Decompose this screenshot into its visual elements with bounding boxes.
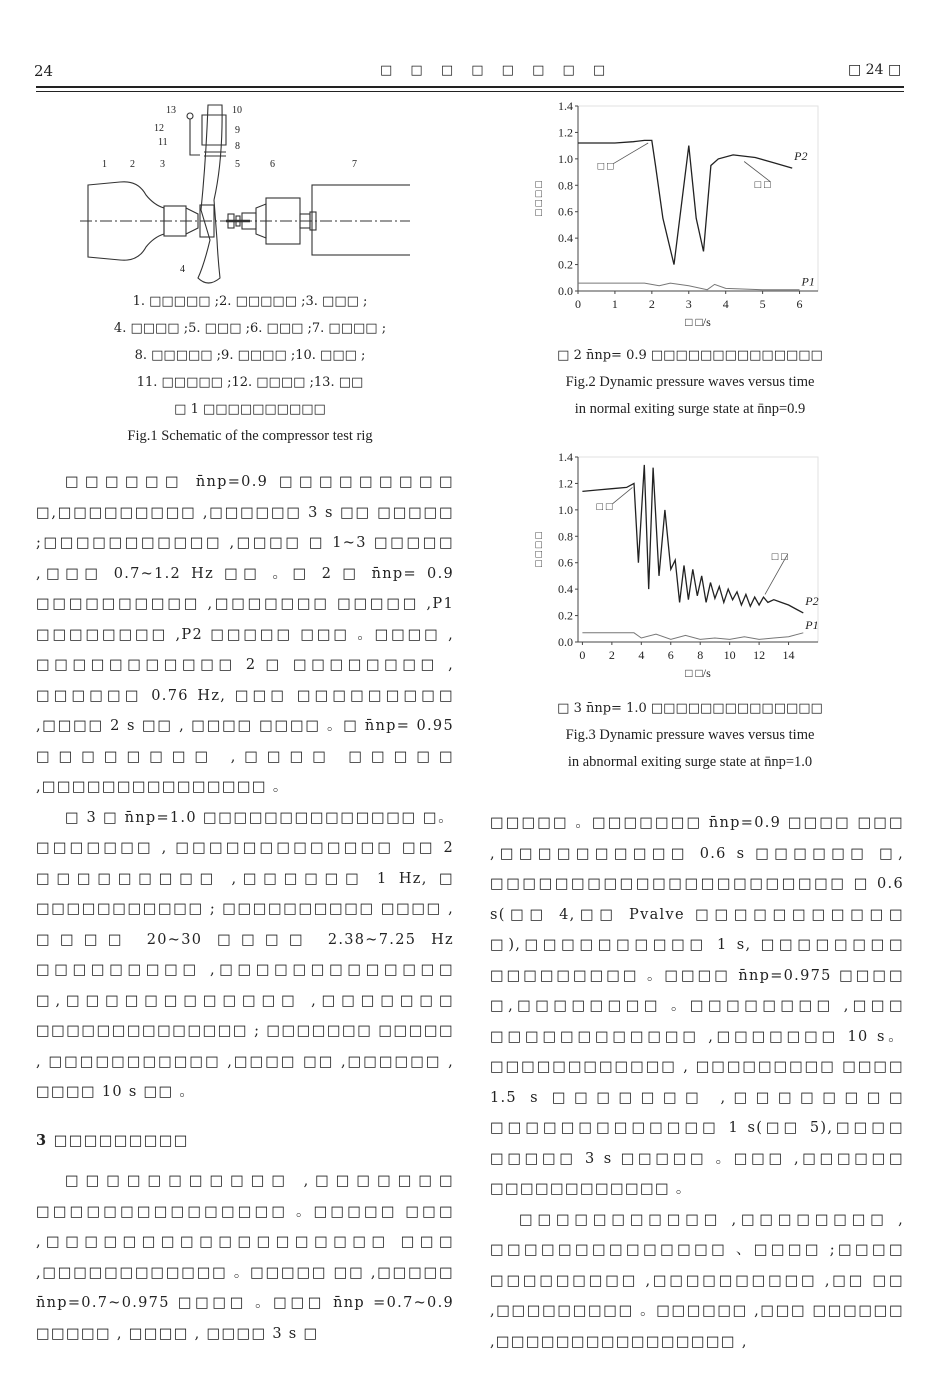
paragraph: □□□□□□□□□□□ ,□□□□□□□□ , □□□□□□□□□□□□□□ 、□□□□ ;□□□□ □□□□□□□□□ ,□□□□□□□□□□ ,□□ □□ ,□□□□□□□□□ 。□□□□□□ ,□□□ □□□□□□ ,□□□□□□□□□□□□□□□□ ,: [490, 1211, 904, 1350]
x-tick-label: 2: [648, 297, 655, 311]
x-tick-label: 5: [759, 297, 766, 311]
y-tick-label: 0.6: [558, 204, 573, 219]
volume-label: □ 24 □: [848, 62, 902, 78]
fig1-label-10: 10: [232, 105, 242, 116]
fig1-legend-line: 11. □□□□□ ;12. □□□□ ;13. □□: [136, 375, 364, 390]
x-tick-label: 12: [753, 648, 766, 662]
y-axis-label: □ □ □ □: [533, 532, 545, 567]
series-label-p2: P2: [794, 149, 808, 164]
x-tick-label: 0: [575, 297, 581, 311]
fig3-caption: [520, 695, 860, 776]
left-column: [36, 467, 454, 1349]
plot-area: [578, 106, 818, 291]
paragraph: □ 3 □ n̄np=1.0 □□□□□□□□□□□□□□ □。□□□□□□□ , □□□□□□□□□□□□□ □□ 2 □□□□□□□□□ ,□□□□□□ 1 Hz, □ □□□□□□□□□□□ ; □□□□□□□□□□ □□□□ , □□□□ 20~30 □□□□ 2.38~7.25 Hz □□□□□□□□□ ,□□□□□□□□□□□□□ □,□□□□□□□□□□□□ ,□□□□□□□ □□□□□□□□□□□□□□ ; □□□□□□□ □□□□□ , □□□□□□□□□□□ ,□□□□ □□ ,□□□□□□ , □□□□ 10 s □□ 。: [36, 809, 454, 1100]
fig1-label-6: 6: [270, 159, 275, 170]
series-label-p1: P1: [801, 274, 815, 289]
paragraph: □□□□□ 。□□□□□□□ n̄np=0.9 □□□□ □□□ ,□□□□□□□□□□ 0.6 s □□□□□□ □, □□□□□□□□□□□□□□□□□□□□□□ □ 0.6 s(□□ 4,□□ Pvalve □□□□□□□□□□□ □),□□□□□□□□□□ 1 s, □□□□□□□□ □□□□□□□□□ 。□□□□ n̄np=0.975 □□□□ □,□□□□□□□□ 。□□□□□□□□ ,□□□ □□□□□□□□□□□□ ,□□□□□□□ 10 s。 □□□□□□□□□□□□ , □□□□□□□□□ □□□□ 1.5 s □□□□□□□ ,□□□□□□□□ □□□□□□□□□□□□□ 1 s(□□ 5),□□□□ □□□□□ 3 s □□□□□ 。□□□ ,□□□□□□ □□□□□□□□□□□□ 。: [490, 815, 904, 1197]
annotation-label: □ □: [754, 178, 771, 191]
y-axis-label: □ □ □ □: [533, 181, 545, 216]
x-tick-label: 0: [579, 648, 586, 662]
fig1-label-2: 2: [130, 159, 135, 170]
section-heading: 3 □□□□□□□□□: [36, 1131, 189, 1149]
fig1-legend: [40, 288, 460, 450]
y-tick-label: 0.4: [558, 231, 573, 246]
y-tick-label: 0.2: [558, 608, 573, 623]
fig1-label-11: 11: [158, 137, 168, 148]
y-tick-label: 1.2: [558, 125, 573, 140]
series-label-p2: P2: [805, 593, 819, 608]
x-tick-label: 14: [782, 648, 795, 662]
fig1-legend-line: 1. □□□□□ ;2. □□□□□ ;3. □□□ ;: [132, 294, 368, 309]
y-tick-label: 1.2: [558, 476, 573, 491]
fig1-label-12: 12: [154, 123, 164, 134]
y-tick-label: 0.8: [558, 178, 573, 193]
annotation-label: □ □: [597, 160, 614, 173]
x-axis-label: □ □/s: [685, 666, 711, 680]
y-tick-label: 0.8: [558, 529, 573, 544]
fig1-caption-en: Fig.1 Schematic of the compressor test rig: [127, 428, 373, 444]
y-tick-label: 1.0: [558, 502, 573, 517]
x-tick-label: 1: [611, 297, 618, 311]
fig1-label-5: 5: [235, 159, 240, 170]
x-tick-label: 6: [796, 297, 803, 311]
y-tick-label: 0.6: [558, 555, 573, 570]
y-tick-label: 0.4: [558, 582, 573, 597]
x-tick-label: 6: [667, 648, 674, 662]
fig1-label-13: 13: [166, 105, 176, 116]
plot-area: [578, 457, 818, 642]
fig2-caption-en-1: Fig.2 Dynamic pressure waves versus time: [565, 374, 815, 390]
y-tick-label: 0.2: [558, 257, 573, 272]
x-tick-label: 2: [608, 648, 615, 662]
fig3-caption-cn: □ 3 n̄np= 1.0 □□□□□□□□□□□□□□: [557, 701, 823, 716]
y-tick-label: 1.4: [558, 99, 573, 113]
x-tick-label: 4: [638, 648, 645, 662]
y-tick-label: 0.0: [558, 635, 573, 649]
page-number: 24: [34, 62, 54, 80]
fig1-caption-cn: □ 1 □□□□□□□□□□: [174, 402, 326, 417]
fig1-label-7: 7: [352, 159, 357, 170]
x-tick-label: 3: [685, 297, 692, 311]
fig2-caption-cn: □ 2 n̄np= 0.9 □□□□□□□□□□□□□□: [557, 348, 823, 363]
series-label-p1: P1: [805, 617, 819, 632]
fig2-caption-en-2: in normal exiting surge state at n̄np=0.9: [574, 401, 806, 417]
x-tick-label: 10: [723, 648, 736, 662]
fig3-caption-en-1: Fig.3 Dynamic pressure waves versus time: [565, 727, 815, 743]
fig1-legend-line: 8. □□□□□ ;9. □□□□ ;10. □□□ ;: [134, 348, 366, 363]
x-tick-label: 8: [697, 648, 704, 662]
fig1-legend-line: 4. □□□□ ;5. □□□ ;6. □□□ ;7. □□□□ ;: [113, 321, 387, 336]
y-tick-label: 1.0: [558, 151, 573, 166]
annotation-label: □ □: [596, 500, 613, 513]
fig2-chart: [530, 96, 830, 336]
fig1-schematic: [80, 100, 410, 285]
x-axis-label: □ □/s: [685, 315, 711, 329]
paragraph: □□□□□□□□□□□ ,□□□□□□□ □□□□□□□□□□□□□□□ 。□□□□□ □□□ ,□□□□□□□□□□□□□□□□□□ □□□ ,□□□□□□□□□□□□ 。□□□□□ □□ ,□□□□□ n̄np=0.7~0.975 □□□□ 。□□□ n̄np =0.7~0.9 □□□□□ , □□□□ , □□□□ 3 s □: [36, 1173, 454, 1342]
x-tick-label: 4: [722, 297, 729, 311]
annotation-label: □ □: [771, 551, 788, 564]
journal-title: □ □ □ □ □ □ □ □: [380, 63, 613, 78]
fig2-caption: [520, 342, 860, 423]
y-tick-label: 1.4: [558, 450, 573, 464]
fig1-label-4: 4: [180, 264, 185, 275]
paragraph: □□□□□□ n̄np=0.9 □□□□□□□□□ □,□□□□□□□□□ ,□□□□□□ 3 s □□ □□□□□ ;□□□□□□□□□□□ ,□□□□ □ 1~3 □□□□□ ,□□□ 0.7~1.2 Hz □□ 。□ 2 □ n̄np= 0.9 □□□□□□□□□□ ,□□□□□□□ □□□□□ ,P1 □□□□□□□□ ,P2 □□□□□ □□□ 。□□□□ , □□□□□□□□□□□ 2 □ □□□□□□□□ , □□□□□□ 0.76 Hz, □□□ □□□□□□□□□ ,□□□□ 2 s □□ , □□□□ □□□□ 。□ n̄np= 0.95 □□□□□□□□ ,□□□□ □□□□□ ,□□□□□□□□□□□□□□□ 。: [36, 474, 454, 795]
fig3-caption-en-2: in abnormal exiting surge state at n̄np=1.0: [567, 754, 813, 770]
fig1-label-8: 8: [235, 141, 240, 152]
y-tick-label: 0.0: [558, 284, 573, 298]
fig3-chart: [530, 447, 830, 687]
header-rule-thin: [36, 91, 904, 92]
right-column: [490, 808, 904, 1357]
fig1-label-9: 9: [235, 125, 240, 136]
header-rule: [36, 86, 904, 88]
fig1-label-3: 3: [160, 159, 165, 170]
fig1-label-1: 1: [102, 159, 107, 170]
